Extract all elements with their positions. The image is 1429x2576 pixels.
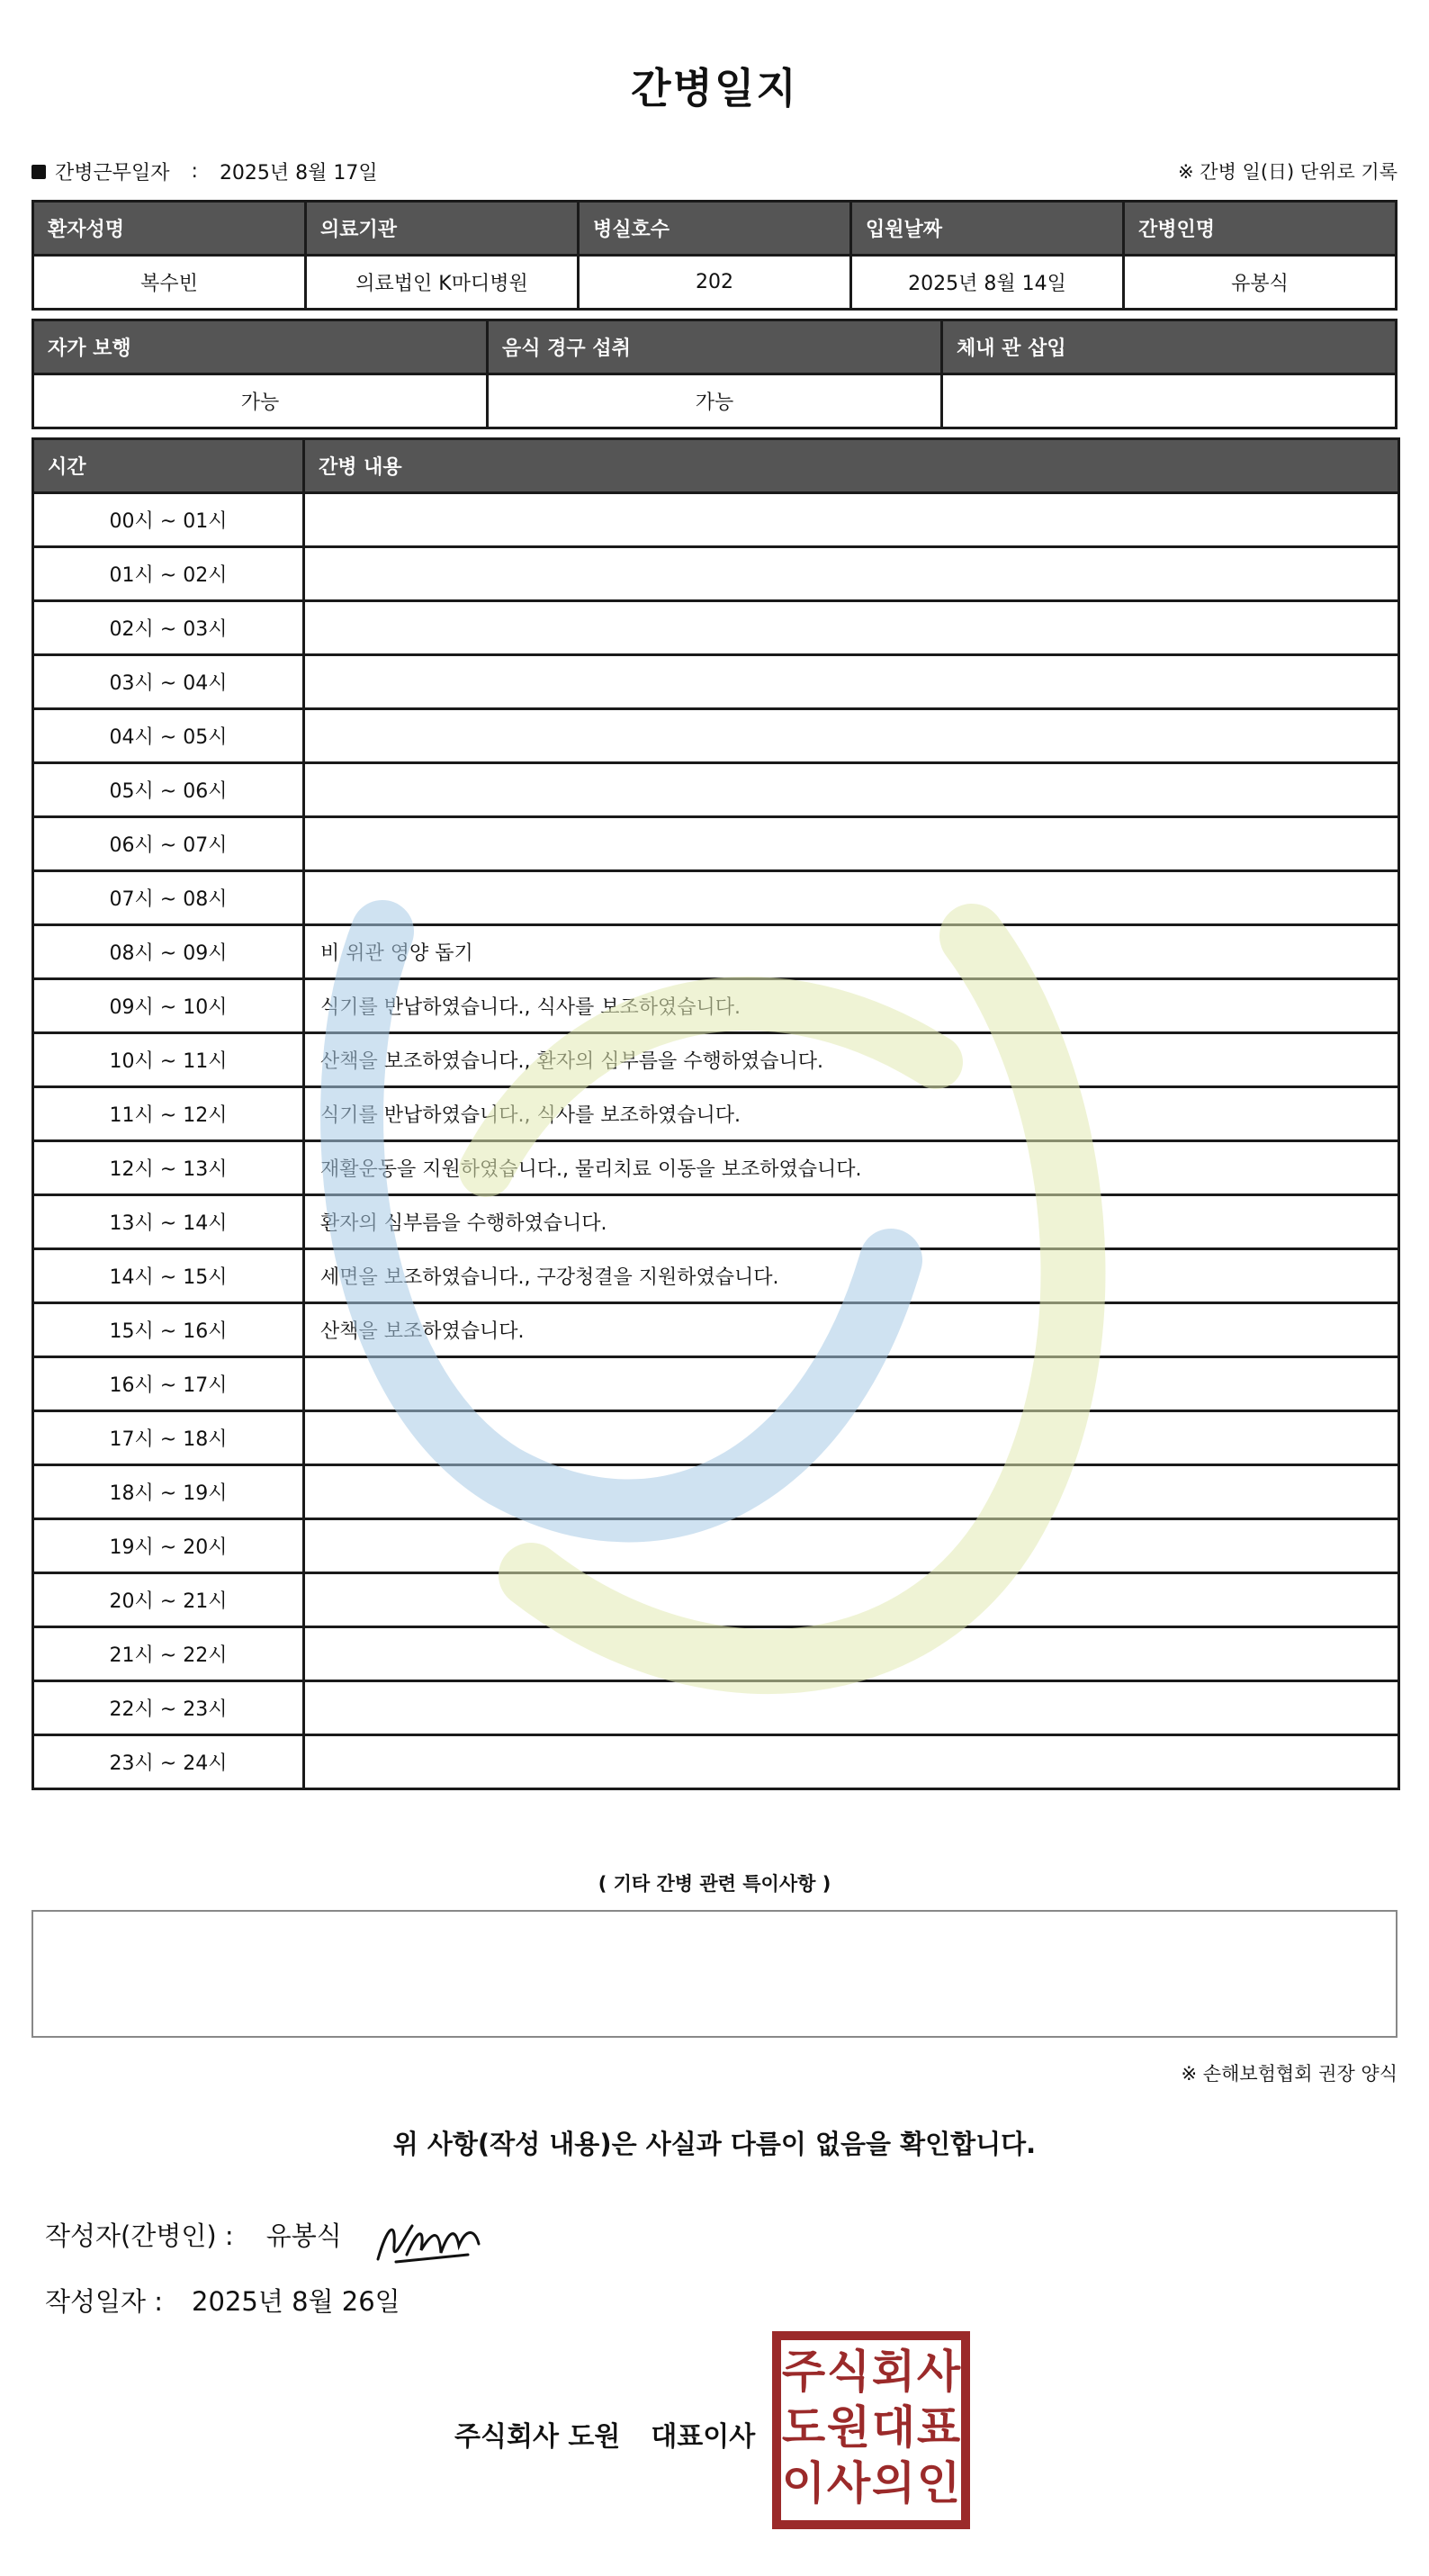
work-date-value: 2025년 8월 17일 [219, 162, 378, 185]
admission-date-value: 2025년 8월 14일 [851, 256, 1124, 310]
time-slot: 03시 ~ 04시 [33, 655, 304, 709]
time-slot: 06시 ~ 07시 [33, 817, 304, 871]
table-row [33, 1303, 1399, 1357]
oral-intake-value: 가능 [488, 374, 942, 428]
care-content [304, 547, 1399, 601]
special-notes-box [31, 1910, 1398, 2038]
table-row [33, 1573, 1399, 1627]
table-row [33, 1519, 1399, 1573]
time-slot: 20시 ~ 21시 [33, 1573, 304, 1627]
seal-char: 표 [916, 2401, 961, 2454]
room-number-value: 202 [579, 256, 851, 310]
table-row [33, 709, 1399, 763]
care-content: 환자의 심부름을 수행하였습니다. [304, 1195, 1399, 1249]
patient-status-table [31, 319, 1398, 429]
document-title: 간병일지 [631, 64, 798, 113]
time-slot: 07시 ~ 08시 [33, 871, 304, 925]
care-content [304, 493, 1399, 547]
table-row [33, 601, 1399, 655]
hospital-value: 의료법인 K마디병원 [306, 256, 579, 310]
seal-char: 회 [871, 2346, 916, 2398]
work-date-separator: : [191, 160, 198, 183]
care-content [304, 1573, 1399, 1627]
table-row [33, 655, 1399, 709]
time-slot: 14시 ~ 15시 [33, 1249, 304, 1303]
work-date-row [31, 158, 378, 185]
care-content [304, 1465, 1399, 1519]
seal-char: 사 [826, 2457, 871, 2509]
seal-char: 사 [916, 2346, 961, 2398]
time-slot: 09시 ~ 10시 [33, 979, 304, 1033]
header-tube-insertion: 체내 관 삽입 [942, 320, 1397, 374]
table-row [33, 1033, 1399, 1087]
write-date-label: 작성일자 : [45, 2286, 164, 2317]
care-content [304, 763, 1399, 817]
time-slot: 02시 ~ 03시 [33, 601, 304, 655]
care-content [304, 1411, 1399, 1465]
care-content [304, 817, 1399, 871]
care-content: 식기를 반납하였습니다., 식사를 보조하였습니다. [304, 979, 1399, 1033]
header-time: 시간 [33, 439, 304, 493]
care-content: 세면을 보조하였습니다., 구강청결을 지원하였습니다. [304, 1249, 1399, 1303]
seal-char: 대 [871, 2401, 916, 2454]
care-content [304, 871, 1399, 925]
table-row [33, 763, 1399, 817]
table-row [33, 1411, 1399, 1465]
time-slot: 21시 ~ 22시 [33, 1627, 304, 1681]
header-hospital: 의료기관 [306, 202, 579, 256]
writer-name: 유봉식 [265, 2220, 342, 2251]
association-note: ※ 손해보험협회 권장 양식 [1181, 2063, 1398, 2085]
header-caregiver-name: 간병인명 [1124, 202, 1397, 256]
time-slot: 04시 ~ 05시 [33, 709, 304, 763]
header-self-walking: 자가 보행 [33, 320, 488, 374]
table-row [33, 547, 1399, 601]
special-notes-title: ( 기타 간병 관련 특이사항 ) [598, 1873, 831, 1895]
table-row [33, 979, 1399, 1033]
company-signature-row [454, 2414, 755, 2454]
care-content [304, 1627, 1399, 1681]
time-slot: 19시 ~ 20시 [33, 1519, 304, 1573]
bullet-square-icon [31, 165, 46, 179]
time-slot: 10시 ~ 11시 [33, 1033, 304, 1087]
ceo-title: 대표이사 [651, 2421, 756, 2453]
work-date-label: 간병근무일자 [55, 162, 170, 185]
table-row [33, 1141, 1399, 1195]
table-row [33, 871, 1399, 925]
write-date-row [45, 2282, 400, 2319]
table-row [33, 1465, 1399, 1519]
seal-glyphs [781, 2340, 961, 2520]
seal-char: 인 [916, 2457, 961, 2509]
time-slot: 17시 ~ 18시 [33, 1411, 304, 1465]
seal-char: 식 [826, 2346, 871, 2398]
table-row [33, 493, 1399, 547]
writer-row [45, 2216, 342, 2253]
table-row [33, 1087, 1399, 1141]
care-content: 산책을 보조하였습니다., 환자의 심부름을 수행하였습니다. [304, 1033, 1399, 1087]
handwritten-signature [369, 2210, 495, 2273]
hourly-care-log-table [31, 437, 1400, 1790]
care-content [304, 1357, 1399, 1411]
time-slot: 15시 ~ 16시 [33, 1303, 304, 1357]
care-content [304, 709, 1399, 763]
writer-label: 작성자(간병인) : [45, 2220, 234, 2251]
seal-char: 주 [781, 2346, 826, 2398]
table-row [33, 1357, 1399, 1411]
care-content: 식기를 반납하였습니다., 식사를 보조하였습니다. [304, 1087, 1399, 1141]
care-content: 재활운동을 지원하였습니다., 물리치료 이동을 보조하였습니다. [304, 1141, 1399, 1195]
table-row [33, 1681, 1399, 1735]
time-slot: 08시 ~ 09시 [33, 925, 304, 979]
company-name: 주식회사 도원 [454, 2421, 621, 2453]
header-patient-name: 환자성명 [33, 202, 306, 256]
tube-insertion-value [942, 374, 1397, 428]
care-content [304, 1681, 1399, 1735]
care-content [304, 655, 1399, 709]
care-content [304, 1735, 1399, 1789]
time-slot: 00시 ~ 01시 [33, 493, 304, 547]
care-content [304, 1519, 1399, 1573]
header-room-number: 병실호수 [579, 202, 851, 256]
unit-note: ※ 간병 일(日) 단위로 기록 [1178, 161, 1398, 183]
time-slot: 18시 ~ 19시 [33, 1465, 304, 1519]
header-admission-date: 입원날짜 [851, 202, 1124, 256]
write-date-value: 2025년 8월 26일 [192, 2286, 400, 2317]
patient-info-table [31, 200, 1398, 311]
seal-char: 도 [781, 2401, 826, 2454]
header-care-content: 간병 내용 [304, 439, 1399, 493]
patient-name-value: 복수빈 [33, 256, 306, 310]
time-slot: 16시 ~ 17시 [33, 1357, 304, 1411]
table-row [33, 817, 1399, 871]
table-row [33, 1627, 1399, 1681]
self-walking-value: 가능 [33, 374, 488, 428]
table-row [33, 1735, 1399, 1789]
care-content: 비 위관 영양 돕기 [304, 925, 1399, 979]
table-row [33, 925, 1399, 979]
header-oral-intake: 음식 경구 섭취 [488, 320, 942, 374]
company-seal-stamp [772, 2331, 970, 2529]
time-slot: 22시 ~ 23시 [33, 1681, 304, 1735]
caregiver-name-value: 유봉식 [1124, 256, 1397, 310]
care-content: 산책을 보조하였습니다. [304, 1303, 1399, 1357]
time-slot: 01시 ~ 02시 [33, 547, 304, 601]
time-slot: 11시 ~ 12시 [33, 1087, 304, 1141]
confirmation-statement: 위 사항(작성 내용)은 사실과 다름이 없음을 확인합니다. [392, 2129, 1037, 2159]
time-slot: 23시 ~ 24시 [33, 1735, 304, 1789]
seal-char: 원 [826, 2401, 871, 2454]
seal-char: 이 [781, 2457, 826, 2509]
table-row [33, 1195, 1399, 1249]
seal-char: 의 [871, 2457, 916, 2509]
table-row [33, 1249, 1399, 1303]
time-slot: 05시 ~ 06시 [33, 763, 304, 817]
time-slot: 13시 ~ 14시 [33, 1195, 304, 1249]
care-content [304, 601, 1399, 655]
time-slot: 12시 ~ 13시 [33, 1141, 304, 1195]
